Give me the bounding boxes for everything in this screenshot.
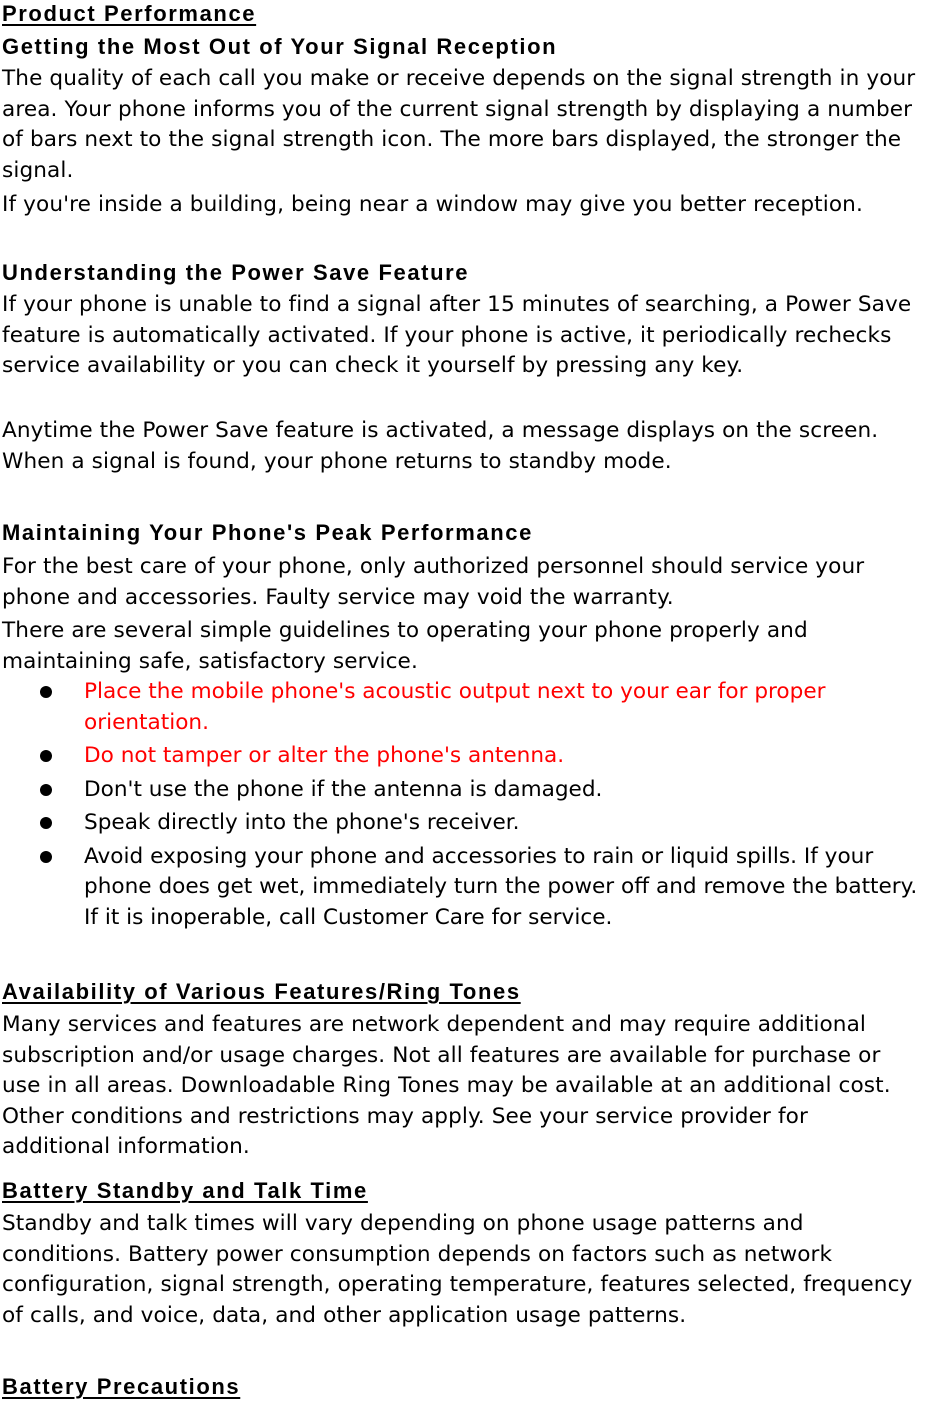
list-item xyxy=(0,775,884,806)
heading-battery-standby: Battery Standby and Talk Time xyxy=(2,1178,368,1203)
bullet-icon xyxy=(40,784,52,796)
heading-battery-precautions: Battery Precautions xyxy=(2,1374,241,1399)
list-item xyxy=(0,808,884,839)
bullet-text: Speak directly into the phone's receiver. xyxy=(84,810,520,835)
bullet-text: Do not tamper or alter the phone's antenna. xyxy=(84,743,565,768)
bullet-text: Place the mobile phone's acoustic output next to your ear for proper orientation. xyxy=(84,679,826,735)
peak-paragraph-2: There are several simple guidelines to operating your phone properly and maintaining safe, satisfactory service. xyxy=(2,618,808,674)
heading-signal-reception: Getting the Most Out of Your Signal Reception xyxy=(2,34,558,59)
heading-peak-performance: Maintaining Your Phone's Peak Performance xyxy=(2,520,533,545)
bullet-icon xyxy=(40,817,52,829)
bullet-icon xyxy=(40,686,52,698)
list-item xyxy=(0,741,884,772)
bullet-icon xyxy=(40,851,52,863)
bullet-icon xyxy=(40,750,52,762)
signal-paragraph-1: The quality of each call you make or receive depends on the signal strength in your area. Your phone informs you of the current signal strength by displaying a number of bars next to the signal strength icon. The more bars displayed, the stronger the signal. xyxy=(2,66,916,183)
heading-power-save: Understanding the Power Save Feature xyxy=(2,260,470,285)
care-guidelines-list xyxy=(0,677,929,936)
list-item xyxy=(0,677,884,738)
bullet-text: Avoid exposing your phone and accessories to rain or liquid spills. If your phone does get wet, immediately turn the power off and remove the battery. If it is inoperable, call Customer Care for service. xyxy=(84,843,918,930)
power-save-paragraph-1: If your phone is unable to find a signal after 15 minutes of searching, a Power Save feature is automatically activated. If your phone is active, it periodically rechecks service availability or you can check it yourself by pressing any key. xyxy=(2,292,912,378)
heading-product-performance: Product Performance xyxy=(2,1,257,26)
battery-standby-paragraph: Standby and talk times will vary depending on phone usage patterns and conditions. Battery power consumption depends on factors such as network configuration, signal strength, operating temperature, features selected, frequency of calls, and voice, data, and other application usage patterns. xyxy=(2,1211,913,1328)
peak-paragraph-1: For the best care of your phone, only authorized personnel should service your phone and accessories. Faulty service may void the warranty. xyxy=(2,554,865,610)
heading-availability: Availability of Various Features/Ring Tones xyxy=(2,979,521,1004)
availability-paragraph: Many services and features are network dependent and may require additional subscription and/or usage charges. Not all features are available for purchase or use in all areas. Downloadable Ring Tones may be available at an additional cost. Other conditions and restrictions may apply. See your service provider for additional information. xyxy=(2,1012,891,1159)
bullet-text: Don't use the phone if the antenna is damaged. xyxy=(84,776,603,802)
power-save-paragraph-2: Anytime the Power Save feature is activated, a message displays on the screen. When a signal is found, your phone returns to standby mode. xyxy=(2,418,879,474)
list-item xyxy=(0,842,929,934)
signal-paragraph-2: If you're inside a building, being near a window may give you better reception. xyxy=(2,192,863,217)
